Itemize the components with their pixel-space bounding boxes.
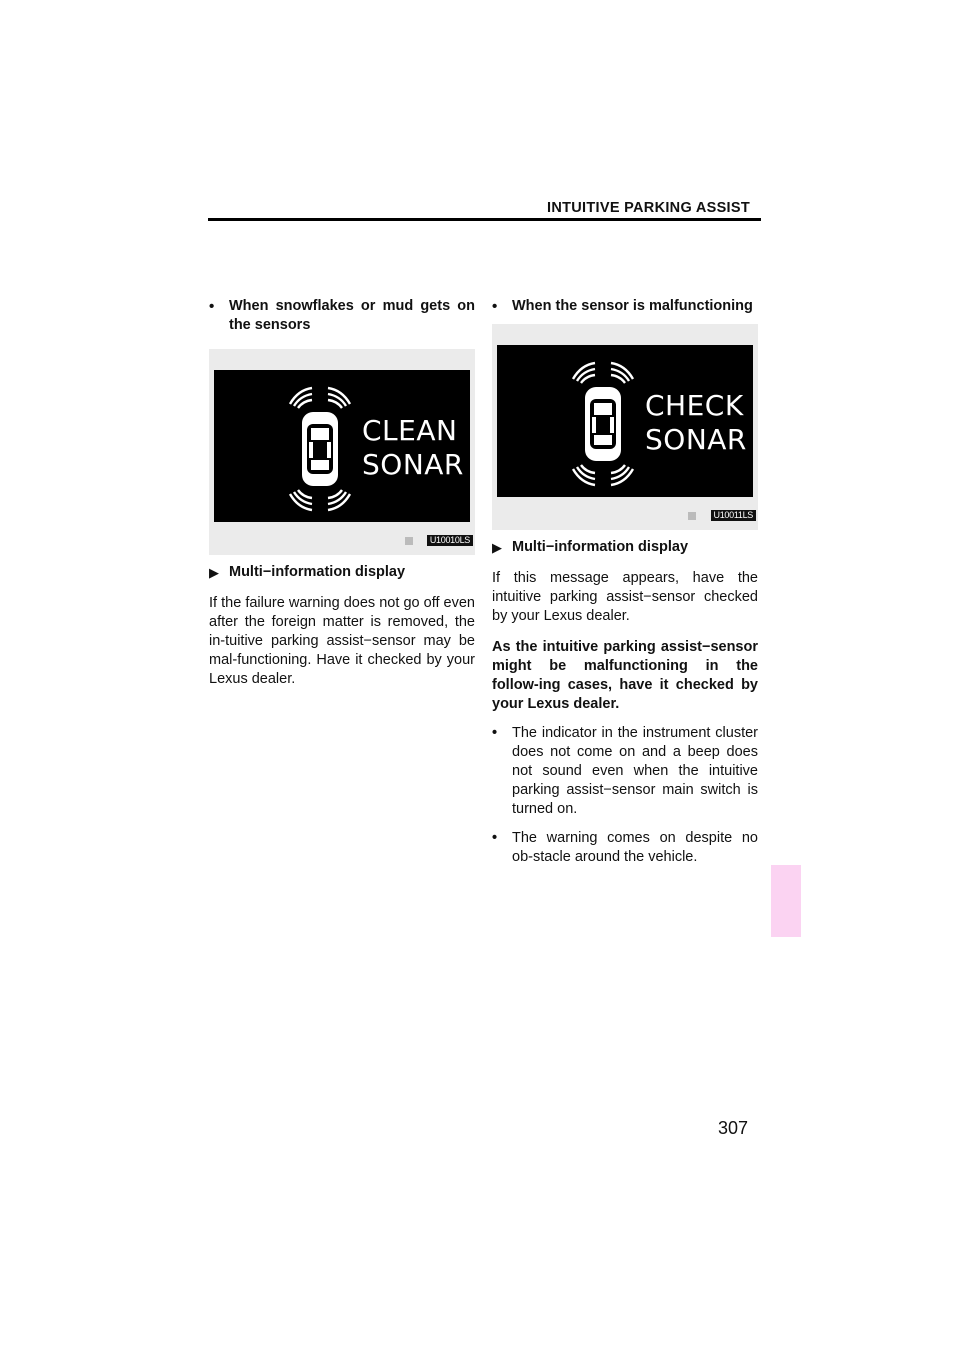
caption-text: Multi−information display bbox=[512, 539, 689, 555]
left-column bbox=[209, 297, 475, 689]
bullet-icon: • bbox=[209, 298, 215, 315]
triangle-pointer-icon: ▶ bbox=[209, 565, 219, 580]
header-rule bbox=[208, 218, 761, 221]
display-line-1: CLEAN bbox=[362, 414, 458, 447]
page-number: 307 bbox=[718, 1118, 749, 1138]
triangle-pointer-icon: ▶ bbox=[492, 540, 502, 555]
bullet-icon: • bbox=[492, 830, 498, 846]
car-sensor-icon bbox=[284, 384, 356, 514]
figure-code: U10010LS bbox=[427, 535, 473, 546]
list-item-text: The indicator in the instrument cluster does not come on and a beep does not sound even when the intuitive parking assist−sensor main switch is turned on. bbox=[512, 725, 758, 817]
bullet-icon: • bbox=[492, 298, 498, 315]
caption-text: Multi−information display bbox=[229, 564, 406, 580]
right-bullet-heading bbox=[492, 297, 758, 316]
display-line-1: CHECK bbox=[645, 389, 744, 422]
list-item bbox=[492, 724, 758, 819]
right-figure-caption bbox=[492, 538, 758, 557]
bullet-icon: • bbox=[492, 725, 498, 741]
clean-sonar-figure bbox=[209, 349, 475, 555]
list-item bbox=[492, 829, 758, 867]
right-paragraph: If this message appears, have the intuitive parking assist−sensor checked by your Lexus dealer. bbox=[492, 570, 758, 624]
right-column bbox=[492, 297, 758, 867]
right-heading-text: When the sensor is malfunctioning bbox=[512, 298, 753, 314]
list-item-text: The warning comes on despite no ob‑stacle around the vehicle. bbox=[512, 830, 758, 865]
multi-info-display-screen bbox=[214, 370, 470, 522]
figure-code: U10011LS bbox=[711, 510, 756, 521]
display-message bbox=[645, 389, 747, 457]
display-line-2: SONAR bbox=[362, 448, 464, 481]
check-sonar-figure bbox=[492, 324, 758, 530]
left-heading-text: When snowflakes or mud gets on the sensors bbox=[229, 298, 475, 333]
display-line-2: SONAR bbox=[645, 423, 747, 456]
figure-mark bbox=[405, 537, 413, 545]
page-header-title: INTUITIVE PARKING ASSIST bbox=[547, 200, 750, 216]
right-bold-paragraph: As the intuitive parking assist−sensor might be malfunctioning in the follow‑ing cases, have it checked by your Lexus dealer. bbox=[492, 639, 758, 712]
multi-info-display-screen bbox=[497, 345, 753, 497]
left-bullet-heading bbox=[209, 297, 475, 335]
section-side-tab bbox=[771, 865, 801, 937]
display-message bbox=[362, 414, 464, 482]
car-sensor-icon bbox=[567, 359, 639, 489]
left-figure-caption bbox=[209, 563, 475, 582]
figure-mark bbox=[688, 512, 696, 520]
left-paragraph: If the failure warning does not go off even after the foreign matter is removed, the in‑tuitive parking assist−sensor may be mal‑functioning. Have it checked by your Lexus dealer. bbox=[209, 595, 475, 687]
